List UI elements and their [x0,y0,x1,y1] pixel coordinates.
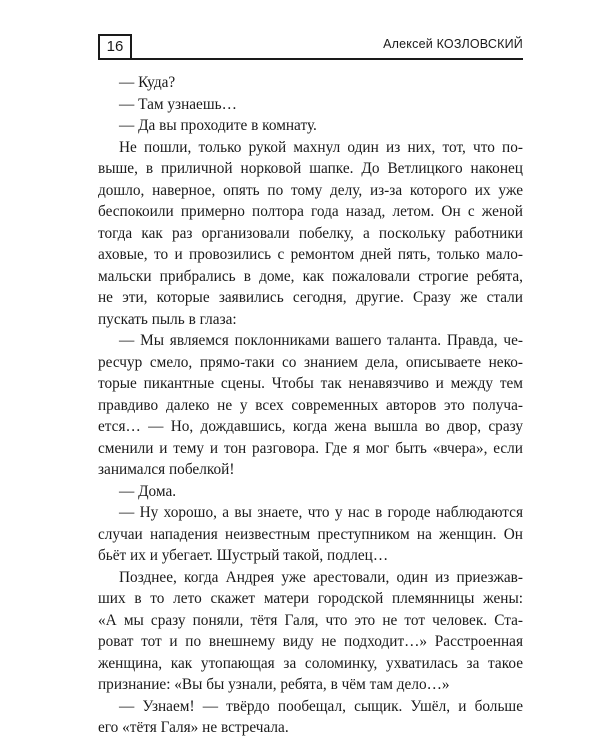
text-line: — Да вы проходите в комнату. [119,117,317,134]
text-line: — Узнаем! — твёрдо пообещал, сыщик. Ушёл, и больше [119,697,523,715]
text-line: его «тётя Галя» не встречала. [98,719,289,736]
author-first-name: Алексей [383,37,433,51]
text-line: — Мы являемся поклонниками вашего таланта. Правда, че- [119,332,523,349]
text-line: выше, в приличной норковой шапке. До Ветлицкого наконец [98,160,523,177]
body-text [98,72,523,739]
text-line: не эти, которые заявились сегодня, другие. Сразу же стали [98,289,523,306]
text-line: признание: «Вы бы узнали, ребята, в чём там дело…» [98,676,450,693]
text-line: мальски прибрались в доме, как пожаловали строгие ребята, [98,267,523,285]
text-line: ресчур смело, прямо-таки со знанием дела, описываете неко- [98,353,523,371]
text-line: ших в то лето скажет матери городской племянницы жены: [98,590,523,607]
text-line: дошло, наверное, опять по тому делу, из-за которого их уже [98,181,523,199]
text-line: ется… — Но, дождавшись, когда жена вышла во двор, сразу [98,418,523,435]
text-line: роват тот и по внешнему виду не подходит…» Расстроенная [98,633,523,650]
text-line: — Ну хорошо, а вы знаете, что у нас в городе наблюдаются [119,504,523,521]
text-line: женщина, как утопающая за соломинку, ухватилась за такое [98,654,523,672]
text-line: — Там узнаешь… [119,95,237,113]
text-line: случаи нападения неизвестным преступником на женщин. Он [98,525,523,543]
text-line: торые пикантные сцены. Чтобы так ненавязчиво и между тем [98,375,523,392]
text-line: — Дома. [119,482,177,500]
text-line: — Куда? [119,74,176,91]
text-line: «А мы сразу поняли, тётя Галя, что это не тот человек. Ста- [98,611,523,629]
running-header [98,34,523,60]
text-line: Позднее, когда Андрея уже арестовали, один из приезжав- [119,568,523,586]
text-line: сменили и тему и тон разговора. Где я мог быть «вчера», если [98,439,523,457]
text-line: бьёт их и убегает. Шустрый такой, подлец… [98,547,389,564]
text-line: правдиво далеко не у всех современных авторов это получа- [98,396,523,414]
text-line: Не пошли, только рукой махнул один из них, тот, что по- [119,138,523,156]
text-line: пускать пыль в глаза: [98,310,237,328]
author-name [383,37,523,51]
text-line: занимался побелкой! [98,461,235,478]
page-number: 16 [98,34,132,60]
header-rule [132,58,523,60]
text-line: аховые, то и провозились с ремонтом дней пять, только мало- [98,246,523,263]
text-line: беспокоили примерно полтора года назад, летом. Он с женой [98,203,523,220]
text-line: тогда как раз организовали побелку, а поскольку работники [98,224,523,242]
author-last-name: КОЗЛОВСКИЙ [436,37,523,51]
